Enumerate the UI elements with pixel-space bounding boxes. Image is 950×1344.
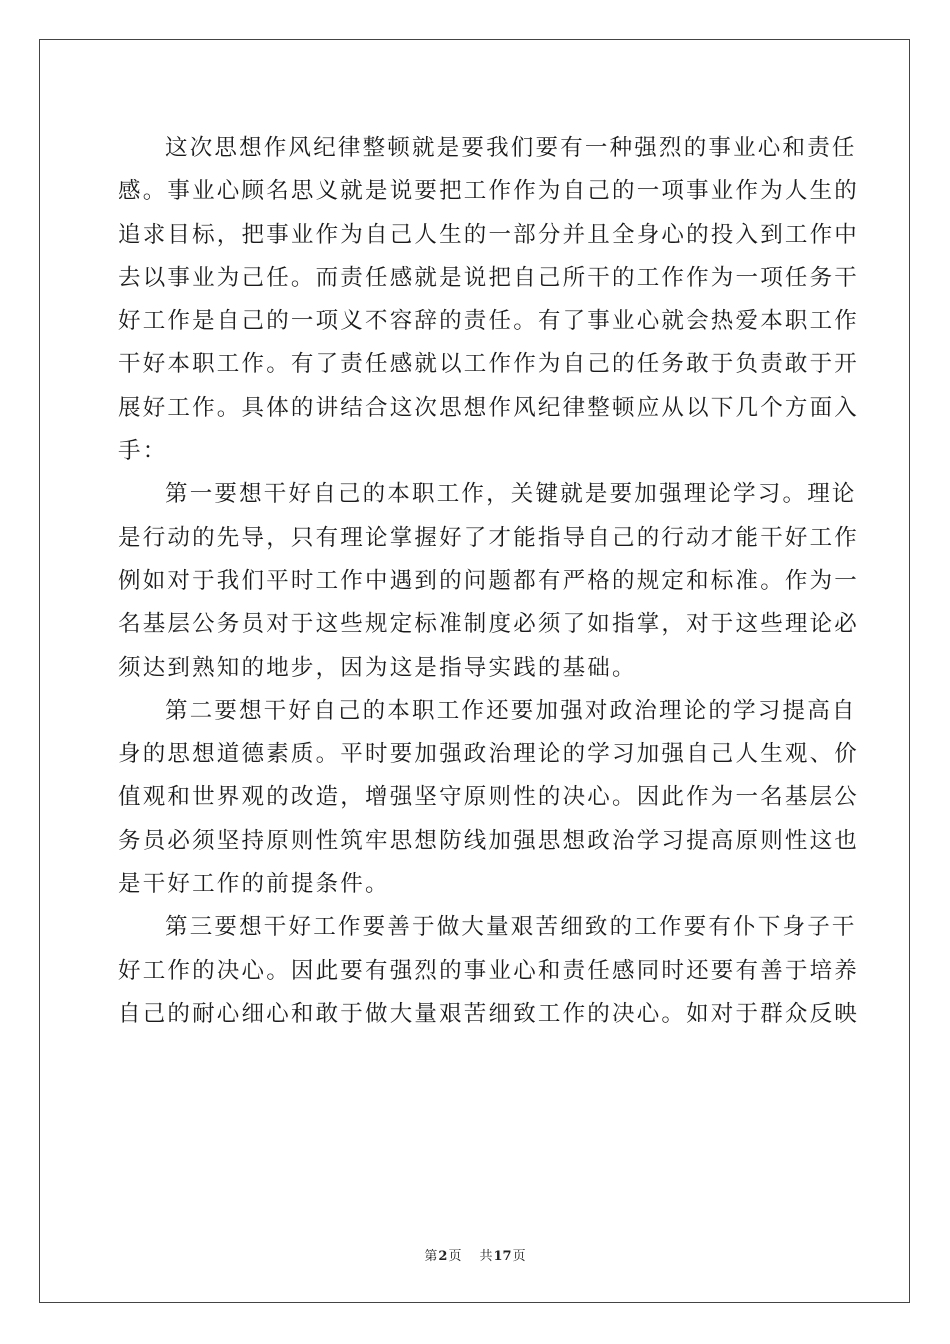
text-line: 是干好工作的前提条件。 [118,871,390,898]
text-line: 自己的耐心细心和敢于做大量艰苦细致工作的决心。如对于群众反映 [118,1000,860,1027]
text-line: 第三要想干好工作要善于做大量艰苦细致的工作要有仆下身子干 [165,914,857,941]
total-prefix: 共 [479,1249,493,1264]
text-line: 干好本职工作。有了责任感就以工作作为自己的任务敢于负责敢于开 [118,351,860,378]
page-footer [0,1245,950,1264]
text-line: 名基层公务员对于这些规定标准制度必须了如指掌，对于这些理论必 [118,611,860,638]
text-line: 手： [118,438,168,465]
text-line: 好工作的决心。因此要有强烈的事业心和责任感同时还要有善于培养 [118,957,860,984]
page-prefix: 第 [424,1249,438,1264]
text-line: 值观和世界观的改造，增强坚守原则性的决心。因此作为一名基层公 [118,784,860,811]
text-line: 须达到熟知的地步，因为这是指导实践的基础。 [118,654,637,681]
text-line: 是行动的先导，只有理论掌握好了才能指导自己的行动才能干好工作 [118,524,860,551]
text-line: 第二要想干好自己的本职工作还要加强对政治理论的学习提高自 [165,697,857,724]
text-line: 务员必须坚持原则性筑牢思想防线加强思想政治学习提高原则性这也 [118,827,860,854]
text-line: 去以事业为己任。而责任感就是说把自己所干的工作作为一项任务干 [118,264,860,291]
text-line: 第一要想干好自己的本职工作，关键就是要加强理论学习。理论 [165,481,857,508]
document-body [118,127,860,1036]
text-line: 好工作是自己的一项义不容辞的责任。有了事业心就会热爱本职工作 [118,308,860,335]
page-suffix: 页 [448,1249,462,1264]
text-line: 例如对于我们平时工作中遇到的问题都有严格的规定和标准。作为一 [118,567,860,594]
text-line: 展好工作。具体的讲结合这次思想作风纪律整顿应从以下几个方面入 [118,394,860,421]
text-line: 感。事业心顾名思义就是说要把工作作为自己的一项事业作为人生的 [118,178,860,205]
text-line: 身的思想道德素质。平时要加强政治理论的学习加强自己人生观、价 [118,741,860,768]
total-pages: 17 [493,1249,512,1264]
total-suffix: 页 [512,1249,526,1264]
page-number: 2 [438,1249,448,1264]
text-line: 这次思想作风纪律整顿就是要我们要有一种强烈的事业心和责任 [165,135,857,161]
text-line: 追求目标，把事业作为自己人生的一部分并且全身心的投入到工作中 [118,221,860,248]
